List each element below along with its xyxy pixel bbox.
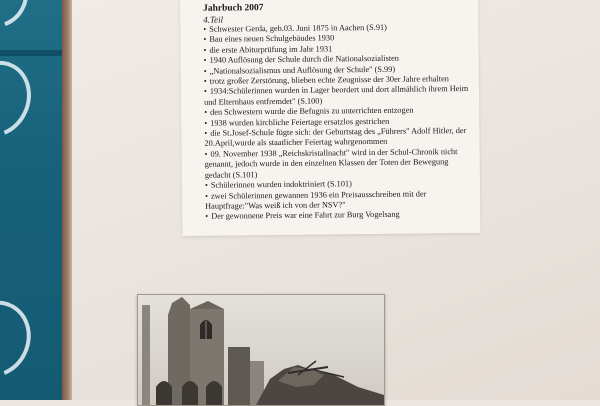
list-item: • 1940 Auflösung der Schule durch die Nationalsozialisten: [204, 53, 474, 66]
ruined-building-illustration: [138, 295, 384, 405]
list-item: • trotz großer Zerstörung, blieben echte Zeugnisse der 30er Jahre erhalten: [204, 74, 474, 87]
ruined-building-photo: [137, 294, 385, 406]
yearbook-sheet: [180, 0, 480, 236]
logo-arc-icon: [0, 289, 43, 389]
list-item: • die St.Josef-Schule fügte sich: der Geburtstag des „Führers" Adolf Hitler, der 20.April,wurde als staatlicher Feiertag wahrgenommen: [204, 126, 474, 150]
list-item: • Bau eines neuen Schulgebäudes 1930: [203, 32, 473, 45]
list-item: • 1938 wurden kirchliche Feiertage ersatzlos gestrichen: [204, 116, 474, 129]
logo-arc-icon: [0, 49, 43, 148]
list-item: • den Schwestern wurde die Befugnis zu unterrichten entzogen: [204, 105, 474, 118]
sheet-bullet-list: [203, 22, 475, 223]
list-item: • „Nationalsozialismus und Auflösung der Schule" (S.99): [204, 64, 474, 77]
blue-banner-panel: [0, 0, 62, 400]
panel-wooden-edge: [62, 0, 72, 400]
panel-divider: [0, 50, 62, 56]
sheet-title: Jahrbuch 2007: [203, 3, 264, 14]
list-item: • die erste Abiturprüfung im Jahr 1931: [203, 43, 473, 56]
sheet-subtitle: 4.Teil: [203, 14, 224, 25]
list-item: • 09. November 1938 „Reichskristallnacht" wird in der Schul-Chronik nicht genannt, jedoch wurde in den einzelnen Klassen der Toten der Bewegung gedacht (S.101): [205, 147, 475, 181]
list-item: • 1934:Schülerinnen wurden in Lager beordert und dort allmählich ihrem Heim und Elternhaus entfremdet" (S.100): [204, 84, 474, 108]
list-item: • Schwester Gerda, geb.03. Juni 1875 in Aachen (S.91): [203, 22, 473, 35]
list-item: • zwei Schülerinnen gewannen 1936 ein Preisausschreiben mit der Hauptfrage:"Was weiß ich von der NSV?": [205, 188, 475, 212]
logo-arc-icon: [0, 0, 39, 39]
list-item: • Schülerinnen wurden indoktriniert (S.101): [205, 178, 475, 191]
list-item: • Der gewonnene Preis war eine Fahrt zur Burg Vogelsang: [205, 209, 475, 222]
